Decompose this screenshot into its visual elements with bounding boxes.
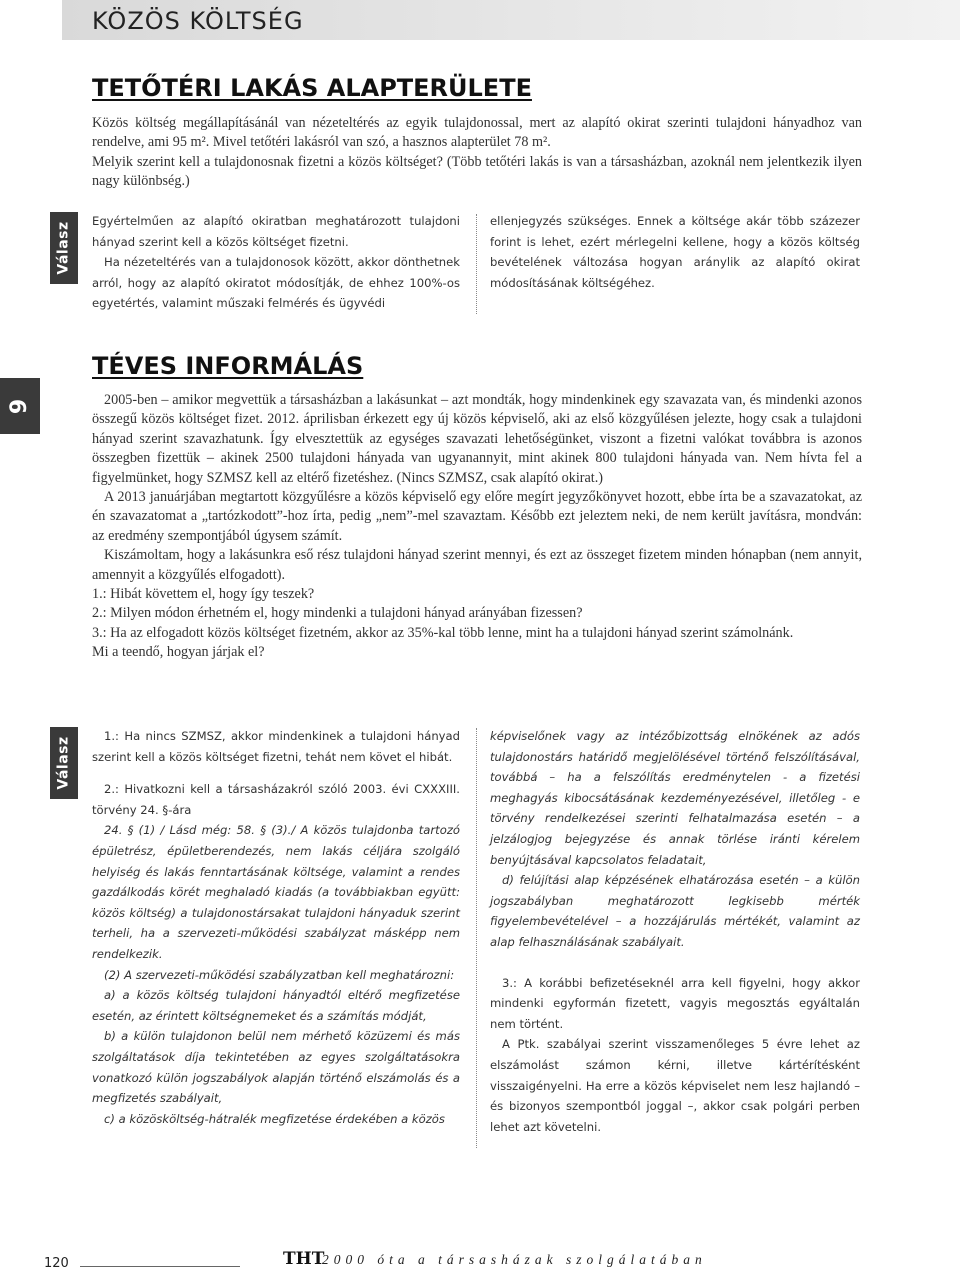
answer-label: Válasz — [56, 736, 72, 790]
question-paragraph: Mi a teendő, hogyan járjak el? — [92, 644, 265, 661]
publisher-logo — [283, 1244, 325, 1269]
answer-column-right-2 — [490, 726, 860, 1137]
law-quote-paragraph: képviselőnek vagy az intézőbizottság elnökének az adós tulajdonostárs határidő megjelölésével történő felszólításával, továbbá – ha a felszólítás eredménytelen - a fizetési meghagyás kibocsátásának kezdeményezésével, illetőleg - e törvény rendelkezései szerinti felhatalmazása esetén – a jelzálogjog bejegyzése és annak törlése iránti kérelem benyújtásával kapcsolatos feladatait, — [490, 729, 860, 867]
answer-paragraph: 2.: Hivatkozni kell a társasházakról szóló 2003. évi CXXXIII. törvény 24. §-ára — [92, 782, 460, 817]
answer-label-tab — [50, 212, 78, 284]
answer-label-tab — [50, 727, 78, 799]
answer-paragraph: ellenjegyzés szükséges. Ennek a költsége akár több százezer forint is lehet, ezért mérlegelni kellene, hogy a közös költség bevételének változása hogyan aránylik az alapító okirat módosításának költségéhez. — [490, 214, 860, 290]
article-title-1: TETŐTÉRI LAKÁS ALAPTERÜLETE — [92, 74, 532, 102]
article-title-2: TÉVES INFORMÁLÁS — [92, 352, 364, 380]
answer-paragraph: 1.: Ha nincs SZMSZ, akkor mindenkinek a tulajdoni hányad szerint kell a közös költséget fizetni, tehát nem követ el hibát. — [92, 729, 460, 764]
answer-paragraph: Ha nézeteltérés van a tulajdonosok között, akkor dönthetnek arról, hogy az alapító okiratot módosítják, de ehhez 100%-os egyetértés, valamint műszaki felmérés és ügyvédi — [92, 255, 460, 311]
question-list-item: 1.: Hibát követtem el, hogy így teszek? — [92, 586, 315, 603]
footer-rule — [80, 1266, 240, 1267]
question-block-2 — [92, 391, 862, 663]
law-quote-paragraph: a) a közös költség tulajdoni hányadtól eltérő megfizetése esetén, az érintett költségnemeket és a számítás módját, — [92, 988, 460, 1023]
answer-column-right-1 — [490, 211, 860, 293]
chapter-number-tab — [0, 378, 40, 434]
question-paragraph: 2005-ben – amikor megvettük a társasházban a lakásunkat – azt mondták, hogy mindenkinek egy szavazata van, és mindenki azonos összegű közös költséget fizet. 2012. áprilisban érkezett egy új közös képviselő, aki az első közgyűlésen jelezte, hogy csak a tulajdoni hányad szerint szavazhatunk. Így elvesztettük az egységes szavazati lehetőségünket, viszont a fizetni valókat továbbra is azonos összegben fizettük – akinek 2500 tulajdoni hányada van ugyanannyit, mint akinek 800 tulajdoni hányada van. Nem hívta fel a figyelmünket, hogy SZMSZ kell az eltérő fizetéshez. (Nincs SZMSZ, csak alapító okirat.) — [92, 392, 862, 486]
question-paragraph: Kiszámoltam, hogy a lakásunkra eső rész tulajdoni hányad szerint mennyi, és ezt az összeget fizetem minden hónapban (nem annyit, amennyit a közgyűlés elfogadott). — [92, 547, 862, 583]
question-list-item: 3.: Ha az elfogadott közös költséget fizetném, akkor az 35%-kal több lenne, mint ha a tulajdoni hányad szerint számolnánk. — [92, 624, 794, 641]
law-quote-paragraph: (2) A szervezeti-működési szabályzatban kell meghatározni: — [104, 967, 455, 982]
page-number: 120 — [44, 1256, 69, 1271]
chapter-number: 9 — [7, 398, 33, 414]
law-quote-paragraph: 24. § (1) / Lásd még: 58. § (3)./ A közös tulajdonba tartozó épületrész, épületberendezés, nem lakás céljára szolgáló helyiség és lakás fenntartásának költsége, valamint a rendes gazdálkodás körét meghaladó kiadás (a továbbiakban együtt: közös költség) a tulajdonostársakat tulajdoni hányaduk szerint terheli, ha a szervezeti-működési szabályzat másképp nem rendelkezik. — [92, 823, 460, 961]
question-block-1 — [92, 114, 862, 192]
law-quote-paragraph: b) a külön tulajdonon belül nem mérhető közüzemi és más szolgáltatások díja tekintetében az egyes szolgáltatásokra vonatkozó külön jogszabályok alapján történő elszámolás és a megfizetés szabályait, — [92, 1029, 460, 1106]
section-header-bar — [62, 0, 960, 40]
question-paragraph: Közös költség megállapításánál van nézeteltérés az egyik tulajdonossal, mert az alapító okirat szerinti tulajdoni hányadhoz van rendelve, ami 95 m². Mivel tetőtéri lakásról van szó, a hasznos alapterület 78 m². — [92, 115, 862, 151]
column-divider — [476, 728, 477, 1148]
answer-label: Válasz — [56, 221, 72, 275]
answer-paragraph: A Ptk. szabályai szerint visszamenőleges 5 évre lehet az elszámolást számon kérni, illetve kártérítésként visszaigényelni. Ha erre a közös képviselet nem lesz hajlandó – és bizonyos szempontból joggal –, akkor csak polgári perben lehet azt követelni. — [490, 1037, 860, 1134]
footer-tagline: 2000 óta a társasházak szolgálatában — [322, 1252, 707, 1267]
law-quote-paragraph: d) felújítási alap képzésének elhatározása esetén – a külön jogszabályban meghatározott legkisebb mérték figyelembevételével – a hozzájárulás mértékét, valamint az alap felhasználásának szabályait. — [490, 873, 860, 949]
question-list-item: 2.: Milyen módon érhetném el, hogy mindenki a tulajdoni hányad arányában fizessen? — [92, 605, 583, 622]
question-paragraph: Melyik szerint kell a tulajdonosnak fizetni a közös költséget? (Több tetőtéri lakás is van a társasházban, azoknál nem jelentkezik ilyen nagy különbség.) — [92, 153, 862, 190]
section-title: KÖZÖS KÖLTSÉG — [92, 7, 304, 35]
answer-paragraph: Egyértelműen az alapító okiratban meghatározott tulajdoni hányad szerint kell a közös költséget fizetni. — [92, 214, 460, 249]
law-quote-paragraph: c) a közösköltség-hátralék megfizetése érdekében a közös — [104, 1111, 445, 1126]
svg-text:THT: THT — [283, 1249, 325, 1269]
answer-column-left-1 — [92, 211, 460, 314]
answer-paragraph: 3.: A korábbi befizetéseknél arra kell figyelni, hogy akkor mindenki egyformán fizetett, vagyis megosztás egyáltalán nem történt. — [490, 975, 860, 1031]
question-paragraph: A 2013 januárjában megtartott közgyűlésre a közös képviselő egy előre megírt jegyzőkönyvet hozott, ebbe írta be a szavazatokat, az én szavazatomat a „tartózkodott”-hoz írta, pedig „nem”-mel szavaztam. Később ezt jeleztem neki, de nem került javításra, mondván: az eredmény szempontjából úgysem számít. — [92, 489, 862, 544]
answer-column-left-2 — [92, 726, 460, 1129]
column-divider — [476, 214, 477, 314]
